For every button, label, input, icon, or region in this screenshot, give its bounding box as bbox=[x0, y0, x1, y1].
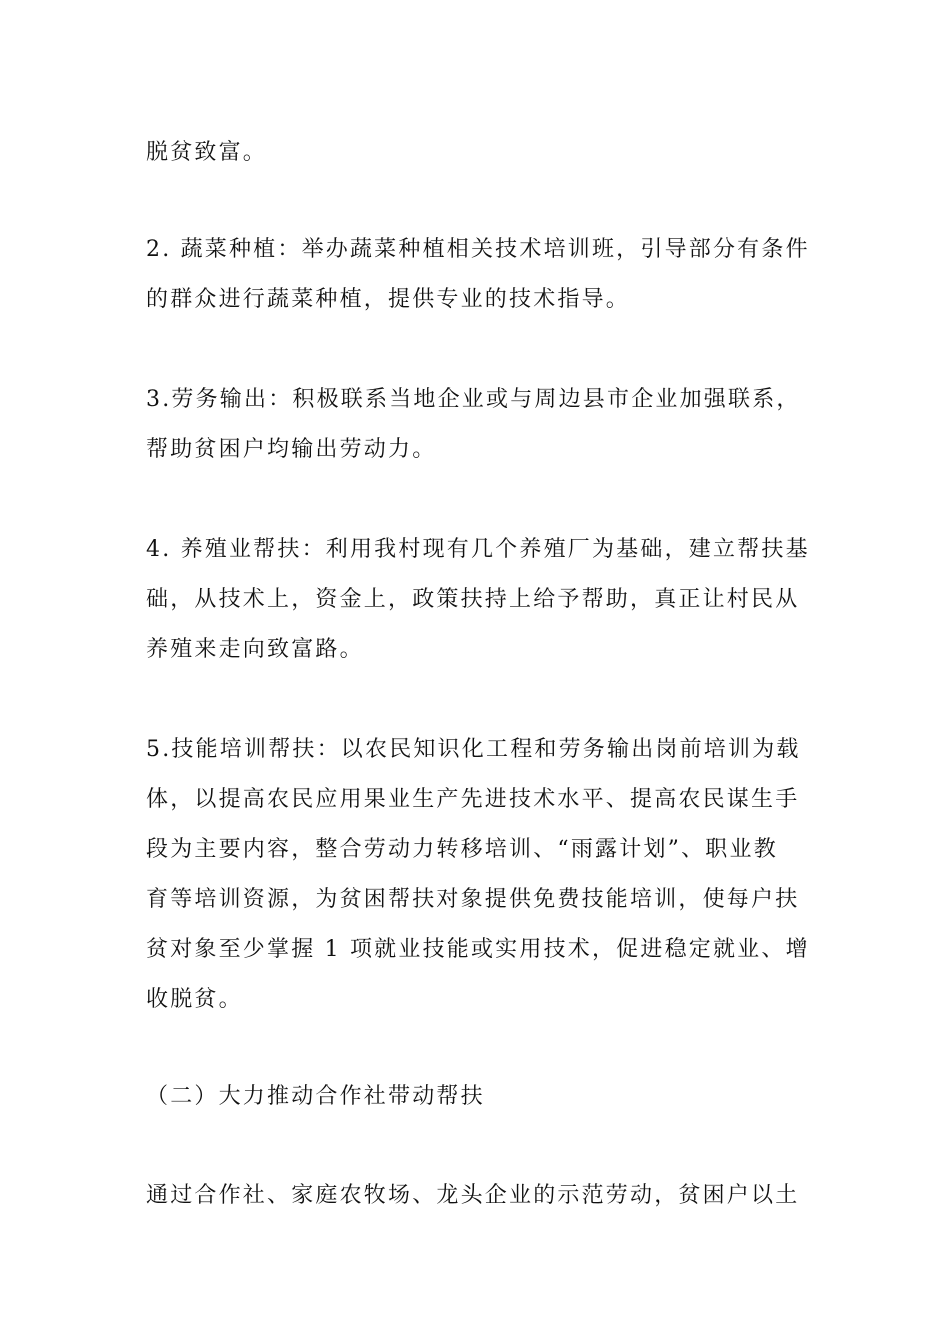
text-line: 体，以提高农民应用果业生产先进技术水平、提高农民谋生手 bbox=[146, 787, 800, 812]
text-line: 3.劳务输出：积极联系当地企业或与周边县市企业加强联系， bbox=[146, 387, 801, 412]
text-line: 段为主要内容，整合劳动力转移培训、“雨露计划”、职业教 bbox=[146, 837, 778, 862]
text-line: 2. 蔬菜种植：举办蔬菜种植相关技术培训班，引导部分有条件 bbox=[146, 237, 810, 262]
text-line: 脱贫致富。 bbox=[146, 140, 268, 165]
text-line: 养殖来走向致富路。 bbox=[146, 637, 364, 662]
text-line: 5.技能培训帮扶：以农民知识化工程和劳务输出岗前培训为载 bbox=[146, 737, 801, 762]
text-line: 收脱贫。 bbox=[146, 987, 243, 1012]
text-line: 贫对象至少掌握 1 项就业技能或实用技术，促进稳定就业、增 bbox=[146, 937, 810, 962]
text-line: 4. 养殖业帮扶：利用我村现有几个养殖厂为基础，建立帮扶基 bbox=[146, 537, 810, 562]
text-line: 础，从技术上，资金上，政策扶持上给予帮助，真正让村民从 bbox=[146, 587, 800, 612]
section-heading: （二）大力推动合作社带动帮扶 bbox=[146, 1084, 485, 1109]
text-line: 的群众进行蔬菜种植，提供专业的技术指导。 bbox=[146, 287, 631, 312]
text-line: 通过合作社、家庭农牧场、龙头企业的示范劳动，贫困户以土 bbox=[146, 1183, 800, 1208]
text-line: 育等培训资源，为贫困帮扶对象提供免费技能培训，使每户扶 bbox=[146, 887, 800, 912]
text-line: 帮助贫困户均输出劳动力。 bbox=[146, 437, 437, 462]
